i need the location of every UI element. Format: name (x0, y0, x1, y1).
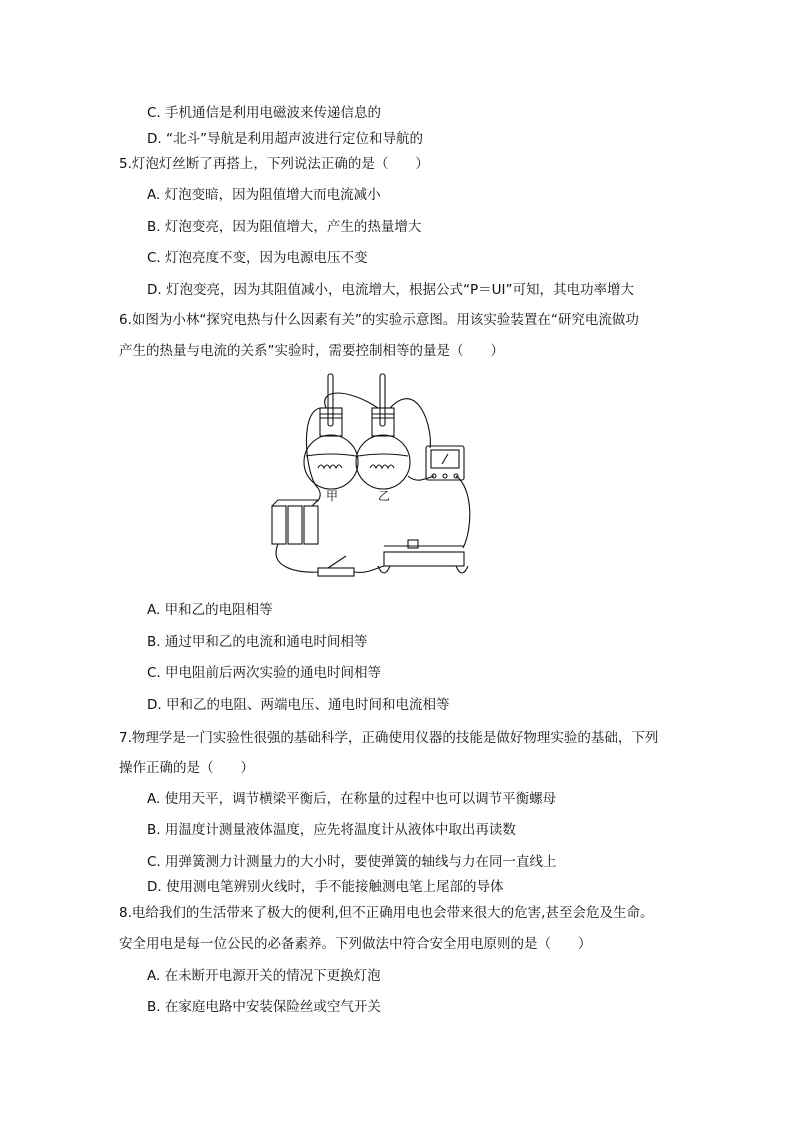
q6-option-a: A. 甲和乙的电阻相等 (147, 602, 273, 618)
flask-jia (304, 435, 358, 489)
question-8-stem-line1: 8.电给我们的生活带来了极大的便利,但不正确用电也会带来很大的危害,甚至会危及生命。 (119, 905, 654, 921)
battery-1 (272, 506, 286, 544)
q7-option-c: C. 用弹簧测力计测量力的大小时，要使弹簧的轴线与力在同一直线上 (147, 854, 557, 870)
question-6-stem-line2: 产生的热量与电流的关系”实验时，需要控制相等的量是（ ） (119, 343, 504, 359)
question-5-stem: 5.灯泡灯丝断了再搭上，下列说法正确的是（ ） (119, 156, 429, 172)
question-7-stem-line1: 7.物理学是一门实验性很强的基础科学，正确使用仪器的技能是做好物理实验的基础，下列 (119, 730, 659, 746)
battery-2 (288, 506, 302, 544)
q6-option-b: B. 通过甲和乙的电流和通电时间相等 (147, 634, 368, 650)
q6-option-d: D. 甲和乙的电阻、两端电压、通电时间和电流相等 (147, 697, 450, 713)
q5-option-b: B. 灯泡变亮，因为阻值增大，产生的热量增大 (147, 219, 422, 235)
label-yi: 乙 (378, 489, 391, 503)
question-6-stem-line1: 6.如图为小林“探究电热与什么因素有关”的实验示意图。用该实验装置在“研究电流做功 (119, 312, 639, 328)
coil-jia (318, 465, 342, 468)
q5-option-d: D. 灯泡变亮，因为其阻值减小，电流增大，根据公式“P＝UI”可知，其电功率增大 (147, 282, 634, 298)
switch (318, 568, 354, 576)
q6-option-c: C. 甲电阻前后两次实验的通电时间相等 (147, 665, 382, 681)
experiment-figure (258, 368, 478, 590)
q7-option-b: B. 用温度计测量液体温度，应先将温度计从液体中取出再读数 (147, 822, 516, 838)
circuit-diagram (258, 368, 478, 590)
flask-neck-yi (372, 408, 394, 436)
q5-option-c: C. 灯泡亮度不变，因为电源电压不变 (147, 250, 368, 266)
q7-option-d: D. 使用测电笔辨别火线时，手不能接触测电笔上尾部的导体 (147, 879, 504, 895)
flask-yi (356, 435, 410, 489)
q7-option-a: A. 使用天平，调节横梁平衡后，在称量的过程中也可以调节平衡螺母 (147, 791, 557, 807)
coil-yi (370, 465, 394, 468)
label-jia: 甲 (326, 489, 339, 503)
flask-neck-jia (320, 408, 342, 436)
question-8-stem-line2: 安全用电是每一位公民的必备素养。下列做法中符合安全用电原则的是（ ） (119, 936, 592, 952)
q4-option-d: D. “北斗”导航是利用超声波进行定位和导航的 (147, 131, 423, 147)
rheostat (384, 552, 464, 566)
battery-3 (304, 506, 318, 544)
q8-option-a: A. 在未断开电源开关的情况下更换灯泡 (147, 968, 381, 984)
question-7-stem-line2: 操作正确的是（ ） (119, 760, 254, 776)
q4-option-c: C. 手机通信是利用电磁波来传递信息的 (147, 105, 382, 121)
q8-option-b: B. 在家庭电路中安装保险丝或空气开关 (147, 999, 381, 1015)
q5-option-a: A. 灯泡变暗，因为阻值增大而电流减小 (147, 187, 381, 203)
